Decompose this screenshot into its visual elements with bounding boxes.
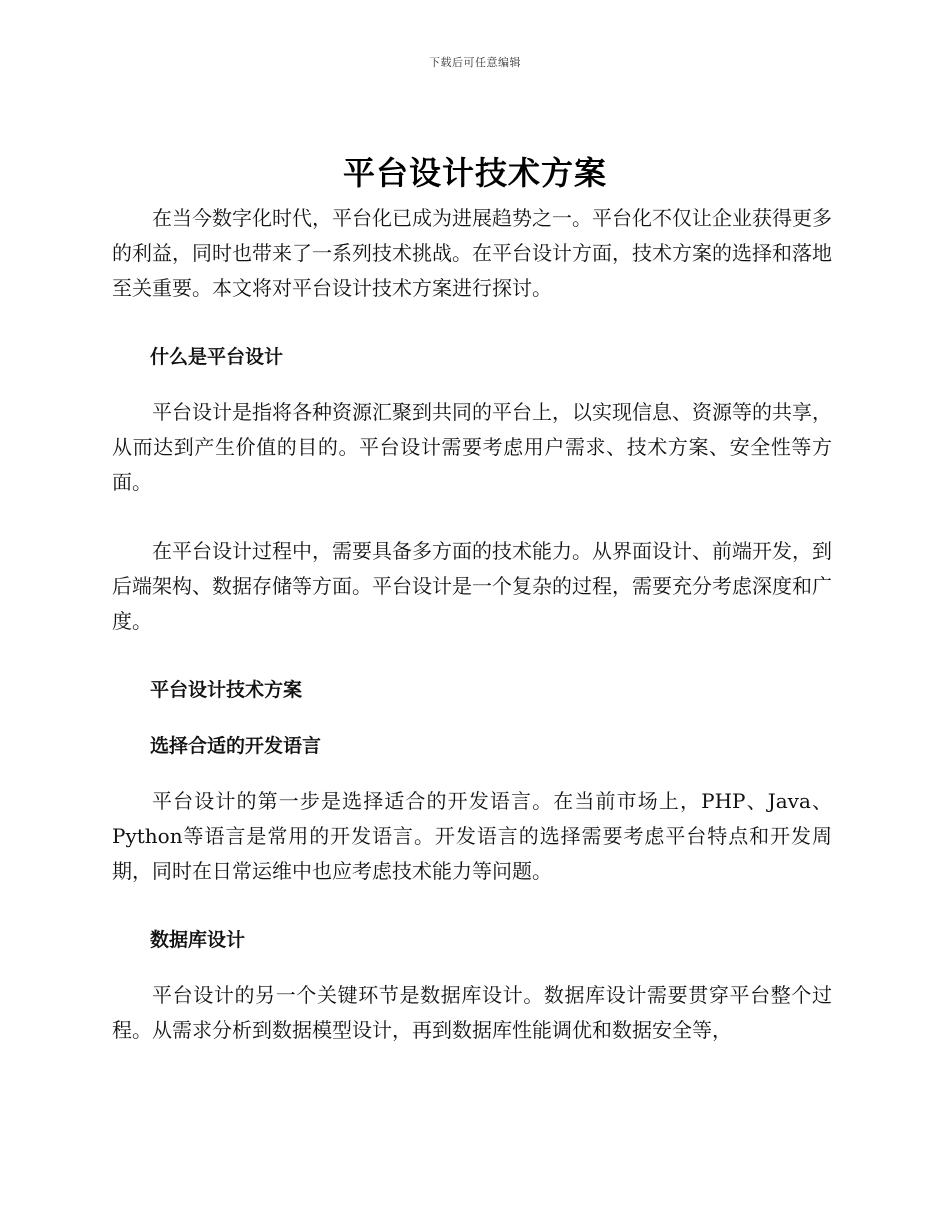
- body-section-para-2: [112, 395, 832, 500]
- header-note: 下载后可任意编辑: [429, 56, 521, 69]
- paragraph-language: 平台设计的第一步是选择适合的开发语言。在当前市场上，PHP、Java、Python等语言是常用的开发语言。开发语言的选择需要考虑平台特点和开发周期，同时在日常运维中也应考虑技术能力等问题。: [112, 789, 832, 883]
- body-section-heading-4: [112, 923, 832, 958]
- section-heading-what-is: 什么是平台设计: [150, 346, 284, 368]
- body-section-heading-2: [112, 673, 832, 708]
- section-heading-database: 数据库设计: [150, 929, 246, 951]
- body-section-para-3: [112, 534, 832, 639]
- section-heading-tech-plan: 平台设计技术方案: [150, 679, 303, 701]
- paragraph-intro: 在当今数字化时代，平台化已成为进展趋势之一。平台化不仅让企业获得更多的利益，同时也带来了一系列技术挑战。在平台设计方面，技术方案的选择和落地至关重要。本文将对平台设计技术方案进行探讨。: [112, 206, 832, 300]
- body-section-para-4: [112, 784, 832, 889]
- body-section-heading-1: [112, 340, 832, 375]
- document-title: 平台设计技术方案: [342, 154, 607, 192]
- section-heading-language: 选择合适的开发语言: [150, 735, 322, 757]
- body-section-para-5: [112, 978, 832, 1048]
- body-section-heading-3: [112, 729, 832, 764]
- paragraph-definition: 平台设计是指将各种资源汇聚到共同的平台上，以实现信息、资源等的共享，从而达到产生价值的目的。平台设计需要考虑用户需求、技术方案、安全性等方面。: [112, 400, 832, 494]
- paragraph-database: 平台设计的另一个关键环节是数据库设计。数据库设计需要贯穿平台整个过程。从需求分析到数据模型设计，再到数据库性能调优和数据安全等，: [112, 983, 832, 1042]
- body-section-intro: [112, 201, 832, 306]
- paragraph-capabilities: 在平台设计过程中，需要具备多方面的技术能力。从界面设计、前端开发，到后端架构、数据存储等方面。平台设计是一个复杂的过程，需要充分考虑深度和广度。: [112, 539, 832, 633]
